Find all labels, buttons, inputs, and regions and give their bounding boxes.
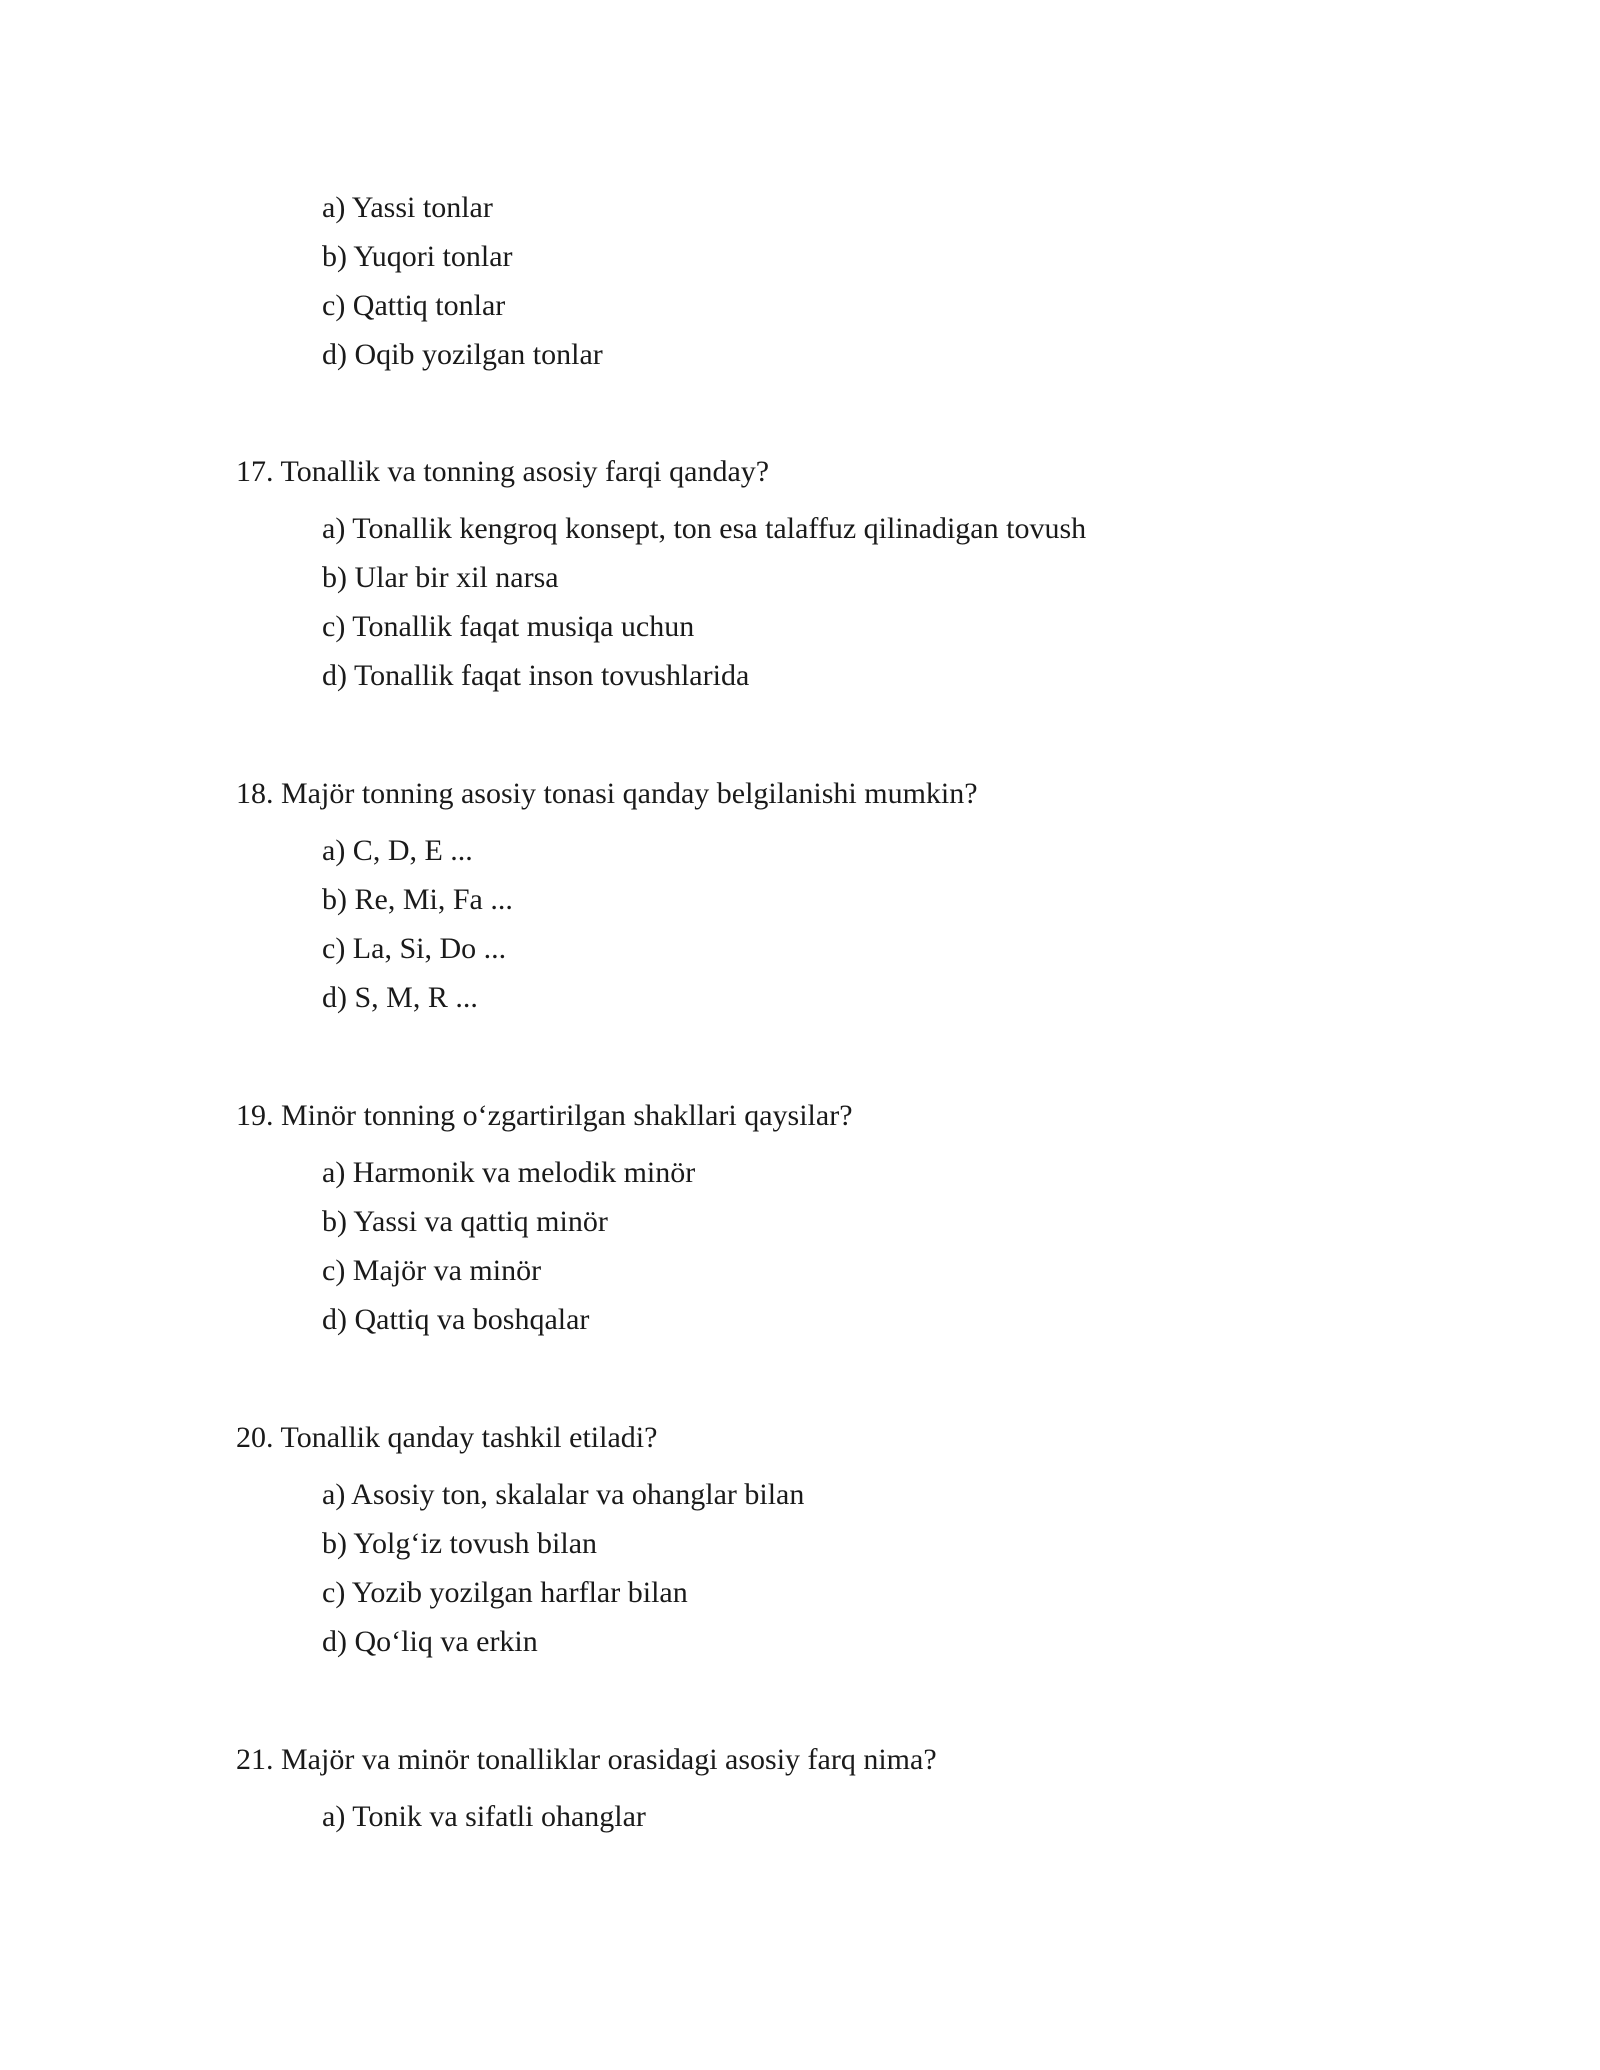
question-21: 21. Majör va minör tonalliklar orasidagi asosiy farq nima? <box>236 1743 937 1776</box>
question-19: 19. Minör tonning o‘zgartirilgan shakllari qaysilar? <box>236 1099 853 1132</box>
option-a: a) Tonallik kengroq konsept, ton esa talaffuz qilinadigan tovush <box>322 512 1087 545</box>
option-d: d) Tonallik faqat inson tovushlarida <box>322 659 750 692</box>
option-a: a) C, D, E ... <box>322 834 473 867</box>
option-c: c) La, Si, Do ... <box>322 932 507 965</box>
option-c: c) Yozib yozilgan harflar bilan <box>322 1576 688 1609</box>
option-b: b) Yassi va qattiq minör <box>322 1205 608 1238</box>
option-d: d) S, M, R ... <box>322 981 478 1014</box>
question-18: 18. Majör tonning asosiy tonasi qanday belgilanishi mumkin? <box>236 777 978 810</box>
question-20: 20. Tonallik qanday tashkil etiladi? <box>236 1421 658 1454</box>
option-b: b) Ular bir xil narsa <box>322 561 559 594</box>
option-b: b) Yuqori tonlar <box>322 240 513 273</box>
option-d: d) Qo‘liq va erkin <box>322 1625 538 1658</box>
option-d: d) Oqib yozilgan tonlar <box>322 338 603 371</box>
option-a: a) Tonik va sifatli ohanglar <box>322 1800 646 1833</box>
option-c: c) Tonallik faqat musiqa uchun <box>322 610 695 643</box>
option-d: d) Qattiq va boshqalar <box>322 1303 590 1336</box>
option-c: c) Qattiq tonlar <box>322 289 506 322</box>
question-17: 17. Tonallik va tonning asosiy farqi qanday? <box>236 455 770 488</box>
option-a: a) Yassi tonlar <box>322 191 493 224</box>
option-b: b) Re, Mi, Fa ... <box>322 883 513 916</box>
option-b: b) Yolg‘iz tovush bilan <box>322 1527 598 1560</box>
option-c: c) Majör va minör <box>322 1254 542 1287</box>
option-a: a) Asosiy ton, skalalar va ohanglar bilan <box>322 1478 805 1511</box>
option-a: a) Harmonik va melodik minör <box>322 1156 696 1189</box>
